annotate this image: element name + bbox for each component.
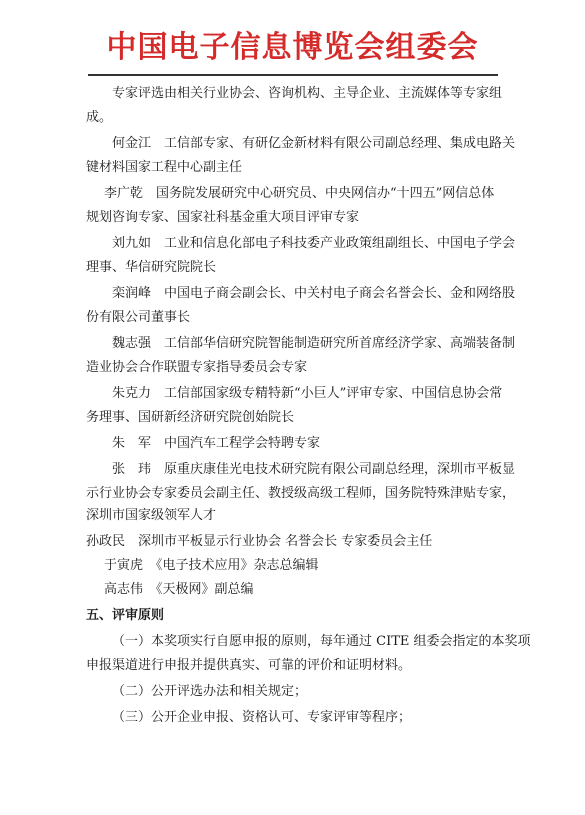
expert-entry-line: 份有限公司董事长 [86,310,191,325]
paragraph-line: 申报渠道进行申报并提供真实、可靠的评价和证明材料。 [86,658,412,673]
expert-entry-line: 造业协会合作联盟专家指导委员会专家 [86,360,308,375]
expert-entry-line: 于寅虎 《电子技术应用》杂志总编辑 [104,558,319,573]
expert-entry-line: 李广乾 国务院发展研究中心研究员、中央网信办“十四五”网信总体 [104,186,495,201]
section-heading: 五、评审原则 [86,608,165,623]
expert-entry-line: 魏志强 工信部华信研究院智能制造研究所首席经济学家、高端装备制 [112,336,516,351]
paragraph-line: （二）公开评选办法和相关规定； [112,684,308,699]
expert-entry-line: 张 玮 原重庆康佳光电技术研究院有限公司副总经理，深圳市平板显 [112,462,516,477]
expert-entry-line: 朱 军 中国汽车工程学会特聘专家 [112,436,321,451]
paragraph-line: （三）公开企业申报、资格认可、专家评审等程序； [112,710,412,725]
expert-entry-line: 朱克力 工信部国家级专精特新“小巨人”评审专家、中国信息协会常 [112,386,503,401]
paragraph-line: 成。 [86,110,113,125]
page-title: 中国电子信息博览会组委会 [106,30,479,65]
expert-entry-line: 何金江 工信部专家、有研亿金新材料有限公司副总经理、集成电路关 [112,136,516,151]
expert-entry-line: 理事、华信研究院院长 [86,260,217,275]
expert-entry-line: 规划咨询专家、国家社科基金重大项目评审专家 [86,210,360,225]
paragraph-line: 专家评选由相关行业协会、咨询机构、主导企业、主流媒体等专家组 [112,86,503,101]
expert-entry-line: 务理事、国研新经济研究院创始院长 [86,410,295,425]
expert-entry-line: 孙政民 深圳市平板显示行业协会 名誉会长 专家委员会主任 [86,534,433,549]
header-divider [88,74,498,76]
expert-entry-line: 栾润峰 中国电子商会副会长、中关村电子商会名誉会长、金和网络股 [112,286,516,301]
expert-entry-line: 刘九如 工业和信息化部电子科技委产业政策组副组长、中国电子学会 [112,236,516,251]
expert-entry-line: 键材料国家工程中心副主任 [86,160,243,175]
expert-entry-line: 深圳市国家级领军人才 [86,508,217,523]
expert-entry-line: 示行业协会专家委员会副主任、教授级高级工程师，国务院特殊津贴专家， [86,486,516,501]
expert-entry-line: 高志伟 《天极网》副总编 [104,582,254,597]
paragraph-line: （一）本奖项实行自愿申报的原则，每年通过 CITE 组委会指定的本奖项 [112,634,531,649]
